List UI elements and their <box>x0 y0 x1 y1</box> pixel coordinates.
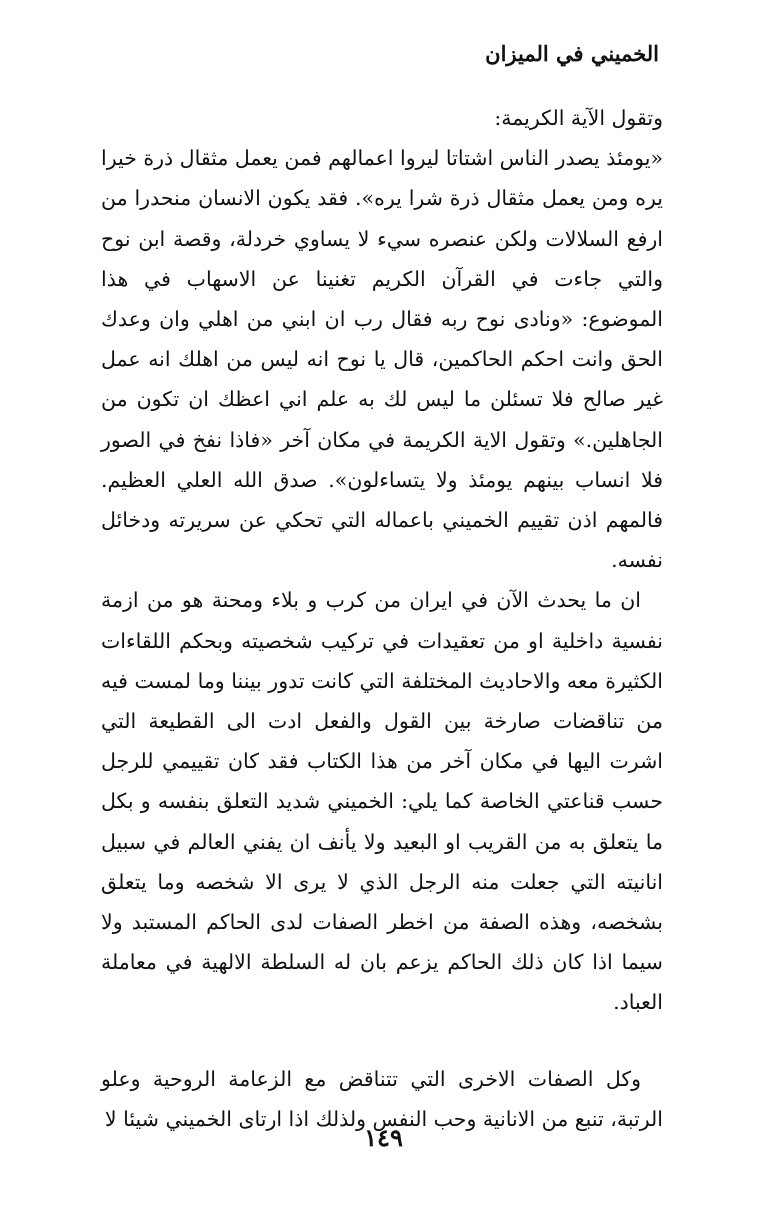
paragraph-quran-quote: «يومئذ يصدر الناس اشتاتا ليروا اعمالهم فمن يعمل مثقال ذرة خيرا يره ومن يعمل مثقال ذرة شرا يره». فقد يكون الانسان منحدرا من ارفع السلالات ولكن عنصره سيء لا يساوي خردلة، وقصة ابن نوح والتي جاءت في القرآن الكريم تغنينا عن الاسهاب في هذا الموضوع: «ونادى نوح ربه فقال رب ان ابني من اهلي وان وعدك الحق وانت احكم الحاكمين، قال يا نوح انه ليس من اهلك انه عمل غير صالح فلا تسئلن ما ليس لك به علم اني اعظك ان تكون من الجاهلين.» وتقول الاية الكريمة في مكان آخر «فاذا نفخ في الصور فلا انساب بينهم يومئذ ولا يتساءلون». صدق الله العلي العظيم. فالمهم اذن تقييم الخميني باعماله التي تحكي عن سريرته ودخائل نفسه. <box>101 146 663 573</box>
paragraph-iran-crisis: ان ما يحدث الآن في ايران من كرب و بلاء ومحنة هو من ازمة نفسية داخلية او من تعقيدات في تركيب شخصيته وبحكم اللقاءات الكثيرة معه والاحاديث المختلفة التي كانت تدور بيننا وما لمست فيه من تناقضات صارخة بين القول والفعل ادت الى القطيعة التي اشرت اليها في مكان آخر من هذا الكتاب فقد كان تقييمي للرجل حسب قناعتي الخاصة كما يلي: الخميني شديد التعلق بنفسه و بكل ما يتعلق به من القريب او البعيد ولا يأنف ان يفني العالم في سبيل انانيته التي جعلت منه الرجل الذي لا يرى الا شخصه وما يتعلق بشخصه، وهذه الصفة من اخطر الصفات لدى الحاكم المستبد ولا سيما اذا كان ذلك الحاكم يزعم بان له السلطة الالهية في معاملة العباد. <box>101 588 663 1015</box>
paragraph-spacer <box>101 1023 663 1059</box>
paragraph-other-traits: وكل الصفات الاخرى التي تتناقض مع الزعامة الروحية وعلو الرتبة، تنبع من الانانية وحب النفس ولذلك اذا ارتاى الخميني شيئا لا <box>101 1066 663 1131</box>
page-number: ١٤٩ <box>364 1123 403 1152</box>
running-title: الخميني في الميزان <box>485 41 659 66</box>
paragraph-intro: وتقول الآية الكريمة: <box>494 106 663 130</box>
body-text <box>101 98 663 1139</box>
